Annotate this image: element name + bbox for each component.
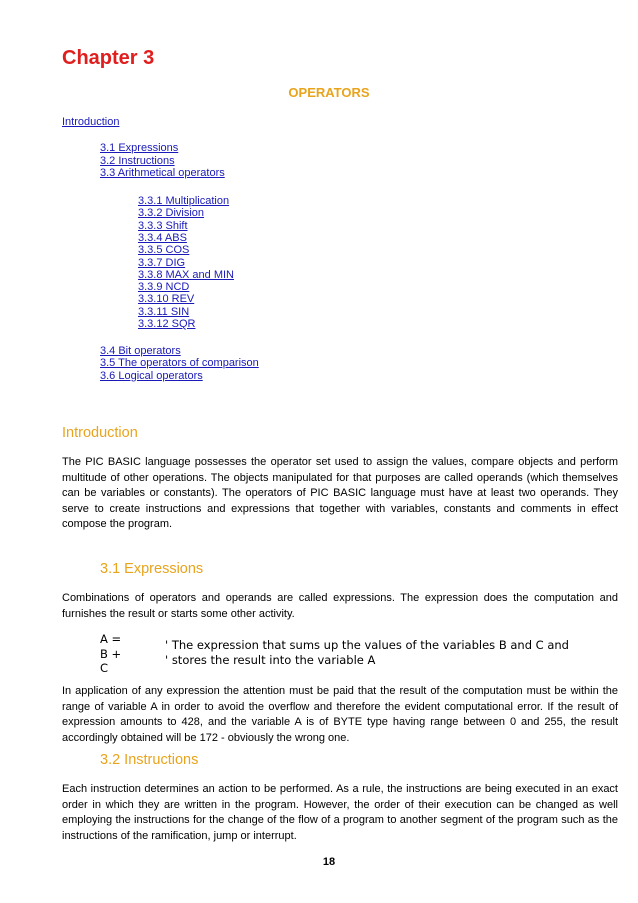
toc-link[interactable]: 3.3.1 Multiplication [138,195,230,207]
toc-link[interactable]: 3.3.5 COS [138,244,190,257]
expressions-heading: 3.1 Expressions [100,561,204,577]
toc-link[interactable]: 3.3.4 ABS [138,231,187,244]
toc-link[interactable]: Introduction [62,116,120,128]
code-comment [165,638,569,667]
toc-link[interactable]: 3.3.11 SIN [138,305,190,318]
chapter-title: Chapter 3 [62,47,155,69]
code-expression [100,632,121,676]
introduction-heading: Introduction [62,425,138,441]
toc-link[interactable]: 3.1 Expressions [100,142,179,154]
toc-link[interactable]: 3.2 Instructions [100,154,175,167]
toc-link[interactable]: 3.3.9 NCD [138,281,190,294]
toc-link[interactable]: 3.3.3 Shift [138,219,188,232]
instructions-heading: 3.2 Instructions [100,752,199,768]
toc-link[interactable]: 3.4 Bit operators [100,345,181,357]
toc-link[interactable]: 3.3.12 SQR [138,318,196,330]
code-line: B + [100,646,122,661]
toc-link[interactable]: 3.5 The operators of comparison [100,357,259,370]
expressions-paragraph: Combinations of operators and operands are called expressions. The expression does the computation and furnishes the result or starts some other activity. [62,592,618,620]
code-line: C [100,661,109,675]
toc-link[interactable]: 3.3 Arithmetical operators [100,167,225,179]
toc-link[interactable]: 3.6 Logical operators [100,369,203,382]
comment-line: ' stores the result into the variable A [165,652,376,667]
toc-link[interactable]: 3.3.8 MAX and MIN [138,268,234,281]
expressions-paragraph-2: In application of any expression the attention must be paid that the result of the computation must be within the range of variable A in order to avoid the overflow and therefore the evident computational error. If the result of expression amounts to 428, and the variable A is of BYTE type having range between 0 and 255, the result accordingly obtained will be 172 - obviously the wrong one. [62,685,618,744]
toc-link[interactable]: 3.3.2 Division [138,207,205,220]
toc-link[interactable]: 3.3.7 DIG [138,256,186,269]
comment-line: ' The expression that sums up the values of the variables B and C and [165,638,569,652]
page-number: 18 [322,856,336,868]
code-line: A = [100,632,122,646]
section-title: OPERATORS [288,85,370,100]
toc-link[interactable]: 3.3.10 REV [138,293,195,306]
introduction-paragraph: The PIC BASIC language possesses the operator set used to assign the values, compare objects and perform multitude of other operations. The objects manipulated for that purposes are called operands (which themselves can be variables or constants). The operators of PIC BASIC language must have at least two operands. They serve to create instructions and expressions that together with variables, constants and comments in effect compose the program. [62,456,618,530]
instructions-paragraph: Each instruction determines an action to be performed. As a rule, the instructions are being executed in an exact order in which they are written in the program. However, the order of their execution can be changed as well employing the instructions for the change of the flow of a program to another segment of the program such as the instructions of the ramification, jump or interrupt. [62,783,618,842]
